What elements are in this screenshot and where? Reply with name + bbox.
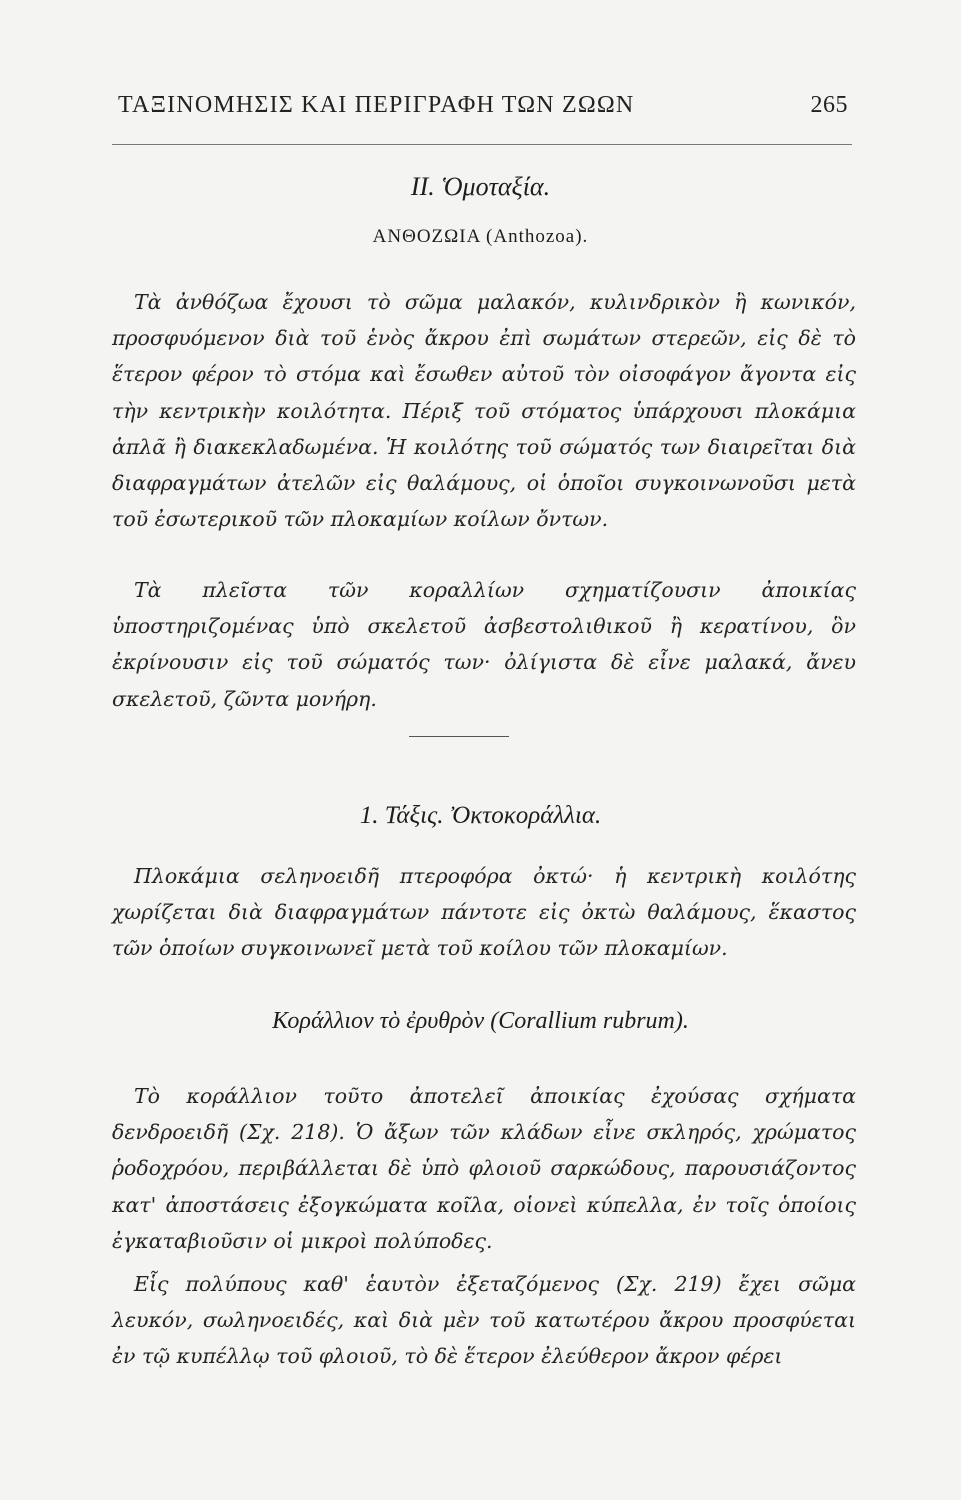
order-heading: 1. Τάξις. Ὀκτοκοράλλια. [359, 802, 602, 829]
order-paragraph: Πλοκάμια σεληνοειδῆ πτεροφόρα ὀκτώ· ἡ κεντρικὴ κοιλότης χωρίζεται διὰ διαφραγμάτων πάντοτε εἰς ὀκτὼ θαλάμους, ἕκαστος τῶν ὁποίων συγκοινωνεῖ μετὰ τοῦ κοίλου τῶν πλοκαμίων. [112, 864, 856, 961]
page-number: 265 [810, 92, 848, 118]
header-rule [112, 144, 852, 145]
species-paragraph-2: Εἷς πολύπους καθ' ἑαυτὸν ἐξεταζόμενος (Σχ. 219) ἔχει σῶμα λευκόν, σωληνοειδές, καὶ διὰ μὲν τοῦ κατωτέρου ἄκρου προσφύεται ἐν τῷ κυπέλλῳ τοῦ φλοιοῦ, τὸ δὲ ἕτερον ἐλεύθερον ἄκρον φέρει [112, 1272, 856, 1369]
running-head [118, 92, 848, 119]
section-heading: II. Ὁμοταξία. [410, 172, 551, 201]
intro-paragraph-2: Τὰ πλεῖστα τῶν κοραλλίων σχηματίζουσιν ἀποικίας ὑποστηριζομένας ὑπὸ σκελετοῦ ἀσβεστολιθικοῦ ἢ κερατίνου, ὃν ἐκρίνουσιν εἰς τοῦ σώματός των· ὀλίγιστα δὲ εἶνε μαλακά, ἄνευ σκελετοῦ, ζῶντα μονήρη. [112, 578, 856, 711]
section-subheading: ΑΝΘΟΖΩΙΑ (Anthozoa). [372, 226, 589, 247]
section-separator [409, 736, 509, 737]
running-title: ΤΑΞΙΝΟΜΗΣΙΣ ΚΑΙ ΠΕΡΙΓΡΑΦΗ ΤΩΝ ΖΩΩΝ [118, 92, 635, 118]
intro-paragraph-1: Τὰ ἀνθόζωα ἔχουσι τὸ σῶμα μαλακόν, κυλινδρικὸν ἢ κωνικόν, προσφυόμενον διὰ τοῦ ἑνὸς ἄκρου ἐπὶ σωμάτων στερεῶν, εἰς δὲ τὸ ἕτερον φέρον τὸ στόμα καὶ ἔσωθεν αὐτοῦ τὸν οἰσοφάγον ἄγοντα εἰς τὴν κεντρικὴν κοιλότητα. Πέριξ τοῦ στόματος ὑπάρχουσι πλοκάμια ἁπλᾶ ἢ διακεκλαδωμένα. Ἡ κοιλότης τοῦ σώματός των διαιρεῖται διὰ διαφραγμάτων ἀτελῶν εἰς θαλάμους, οἱ ὁποῖοι συγκοινωνοῦσι μετὰ τοῦ ἐσωτερικοῦ τῶν πλοκαμίων κοίλων ὄντων. [112, 290, 856, 532]
species-heading: Κοράλλιον τὸ ἐρυθρὸν (Corallium rubrum). [272, 1008, 689, 1034]
species-paragraph-1: Τὸ κοράλλιον τοῦτο ἀποτελεῖ ἀποικίας ἐχούσας σχήματα δενδροειδῆ (Σχ. 218). Ὁ ἄξων τῶν κλάδων εἶνε σκληρός, χρώματος ῥοδοχρόου, περιβάλλεται δὲ ὑπὸ φλοιοῦ σαρκώδους, παρουσιάζοντος κατ' ἀποστάσεις ἐξογκώματα κοῖλα, οἱονεὶ κύπελλα, ἐν τοῖς ὁποίοις ἐγκαταβιοῦσιν οἱ μικροὶ πολύποδες. [112, 1084, 856, 1253]
